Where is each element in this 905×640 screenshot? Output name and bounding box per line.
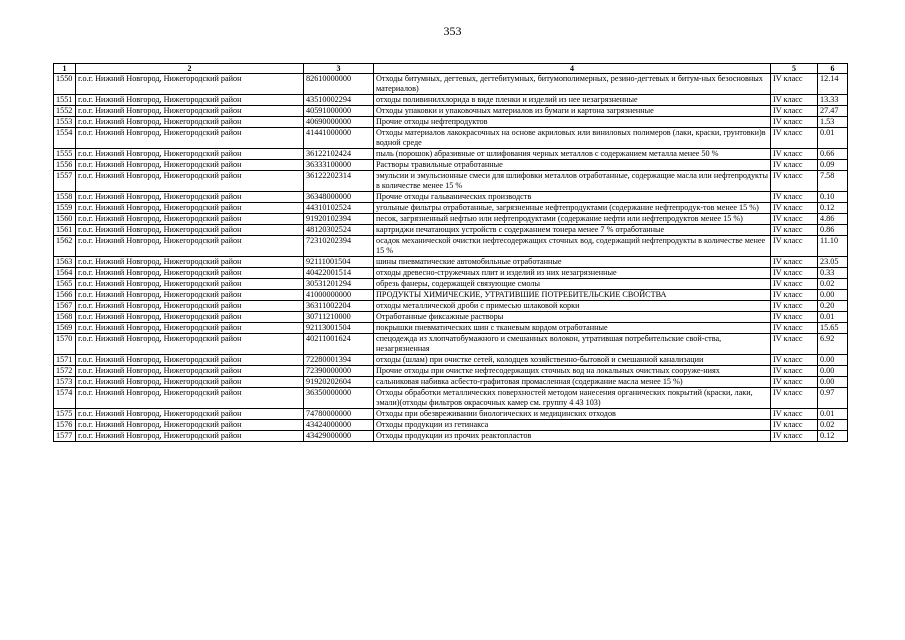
amount-cell: 0.00 [818, 377, 848, 388]
hazard-class-cell: IV класс [771, 128, 818, 149]
location-cell: г.о.г. Нижний Новгород, Нижегородский район [76, 225, 304, 236]
amount-cell: 0.12 [818, 203, 848, 214]
table-row [54, 257, 848, 268]
row-number-cell: 1563 [54, 257, 76, 268]
hazard-class-cell: IV класс [771, 268, 818, 279]
waste-code-cell: 36348000000 [304, 192, 374, 203]
table-row [54, 171, 848, 192]
hazard-class-cell: IV класс [771, 106, 818, 117]
location-cell: г.о.г. Нижний Новгород, Нижегородский район [76, 214, 304, 225]
waste-registry-table [53, 63, 848, 442]
row-number-cell: 1550 [54, 74, 76, 95]
waste-description-cell: Отходы при обезвреживании биологических и медицинских отходов [374, 409, 771, 420]
row-number-cell: 1566 [54, 290, 76, 301]
table-row [54, 279, 848, 290]
hazard-class-cell: IV класс [771, 74, 818, 95]
amount-cell: 15.65 [818, 323, 848, 334]
location-cell: г.о.г. Нижний Новгород, Нижегородский район [76, 431, 304, 442]
table-row [54, 323, 848, 334]
hazard-class-cell: IV класс [771, 203, 818, 214]
amount-cell: 0.01 [818, 128, 848, 149]
row-number-cell: 1552 [54, 106, 76, 117]
table-row [54, 95, 848, 106]
waste-description-cell: отходы древесно-стружечных плит и изделий из них незагрязненные [374, 268, 771, 279]
hazard-class-cell: IV класс [771, 149, 818, 160]
column-header: 6 [818, 64, 848, 74]
waste-description-cell: покрышки пневматических шин с тканевым кордом отработанные [374, 323, 771, 334]
table-row [54, 192, 848, 203]
table-row [54, 388, 848, 409]
location-cell: г.о.г. Нижний Новгород, Нижегородский район [76, 95, 304, 106]
waste-code-cell: 41000000000 [304, 290, 374, 301]
amount-cell: 23.05 [818, 257, 848, 268]
row-number-cell: 1562 [54, 236, 76, 257]
table-row [54, 290, 848, 301]
waste-code-cell: 30531201294 [304, 279, 374, 290]
waste-description-cell: осадок механической очистки нефтесодержащих сточных вод, содержащий нефтепродукты в количестве менее 15 % [374, 236, 771, 257]
waste-code-cell: 40422001514 [304, 268, 374, 279]
location-cell: г.о.г. Нижний Новгород, Нижегородский район [76, 420, 304, 431]
hazard-class-cell: IV класс [771, 366, 818, 377]
waste-code-cell: 36333100000 [304, 160, 374, 171]
hazard-class-cell: IV класс [771, 431, 818, 442]
amount-cell: 13.33 [818, 95, 848, 106]
waste-code-cell: 44310102524 [304, 203, 374, 214]
table-body [54, 74, 848, 442]
amount-cell: 0.86 [818, 225, 848, 236]
amount-cell: 0.09 [818, 160, 848, 171]
hazard-class-cell: IV класс [771, 236, 818, 257]
waste-code-cell: 40591000000 [304, 106, 374, 117]
waste-description-cell: Отработанные фиксажные растворы [374, 312, 771, 323]
row-number-cell: 1555 [54, 149, 76, 160]
waste-description-cell: отходы металлической дроби с примесью шлаковой корки [374, 301, 771, 312]
amount-cell: 0.02 [818, 420, 848, 431]
row-number-cell: 1570 [54, 334, 76, 355]
row-number-cell: 1568 [54, 312, 76, 323]
waste-code-cell: 43510002294 [304, 95, 374, 106]
location-cell: г.о.г. Нижний Новгород, Нижегородский район [76, 106, 304, 117]
location-cell: г.о.г. Нижний Новгород, Нижегородский район [76, 323, 304, 334]
waste-description-cell: песок, загрязненный нефтью или нефтепродуктами (содержание нефти или нефтепродуктов менее 15 %) [374, 214, 771, 225]
waste-code-cell: 30711210000 [304, 312, 374, 323]
waste-code-cell: 36122202314 [304, 171, 374, 192]
header-row [54, 64, 848, 74]
table-row [54, 203, 848, 214]
row-number-cell: 1572 [54, 366, 76, 377]
table-row [54, 377, 848, 388]
table-row [54, 225, 848, 236]
hazard-class-cell: IV класс [771, 257, 818, 268]
table-row [54, 128, 848, 149]
amount-cell: 0.01 [818, 409, 848, 420]
waste-code-cell: 74780000000 [304, 409, 374, 420]
column-header: 2 [76, 64, 304, 74]
hazard-class-cell: IV класс [771, 420, 818, 431]
location-cell: г.о.г. Нижний Новгород, Нижегородский район [76, 268, 304, 279]
waste-code-cell: 92111001504 [304, 257, 374, 268]
location-cell: г.о.г. Нижний Новгород, Нижегородский район [76, 366, 304, 377]
row-number-cell: 1573 [54, 377, 76, 388]
location-cell: г.о.г. Нижний Новгород, Нижегородский район [76, 301, 304, 312]
waste-code-cell: 43429000000 [304, 431, 374, 442]
hazard-class-cell: IV класс [771, 279, 818, 290]
hazard-class-cell: IV класс [771, 312, 818, 323]
hazard-class-cell: IV класс [771, 323, 818, 334]
row-number-cell: 1551 [54, 95, 76, 106]
location-cell: г.о.г. Нижний Новгород, Нижегородский район [76, 388, 304, 409]
row-number-cell: 1571 [54, 355, 76, 366]
location-cell: г.о.г. Нижний Новгород, Нижегородский район [76, 377, 304, 388]
amount-cell: 0.12 [818, 431, 848, 442]
amount-cell: 27.47 [818, 106, 848, 117]
row-number-cell: 1560 [54, 214, 76, 225]
hazard-class-cell: IV класс [771, 225, 818, 236]
waste-description-cell: Отходы обработки металлических поверхностей методом нанесения органических покрытий (краски, лаки, эмали)(отходы фильтров окрасочных камер см. группу 4 43 103) [374, 388, 771, 409]
waste-description-cell: шины пневматические автомобильные отработанные [374, 257, 771, 268]
waste-description-cell: Отходы продукции из гетинакса [374, 420, 771, 431]
location-cell: г.о.г. Нижний Новгород, Нижегородский район [76, 128, 304, 149]
table-row [54, 117, 848, 128]
row-number-cell: 1574 [54, 388, 76, 409]
location-cell: г.о.г. Нижний Новгород, Нижегородский район [76, 279, 304, 290]
waste-code-cell: 92113001504 [304, 323, 374, 334]
table-row [54, 214, 848, 225]
row-number-cell: 1561 [54, 225, 76, 236]
hazard-class-cell: IV класс [771, 117, 818, 128]
table-row [54, 334, 848, 355]
row-number-cell: 1559 [54, 203, 76, 214]
amount-cell: 0.66 [818, 149, 848, 160]
table-row [54, 74, 848, 95]
row-number-cell: 1556 [54, 160, 76, 171]
column-header: 5 [771, 64, 818, 74]
waste-description-cell: ПРОДУКТЫ ХИМИЧЕСКИЕ, УТРАТИВШИЕ ПОТРЕБИТЕЛЬСКИЕ СВОЙСТВА [374, 290, 771, 301]
column-header: 4 [374, 64, 771, 74]
table-row [54, 160, 848, 171]
location-cell: г.о.г. Нижний Новгород, Нижегородский район [76, 355, 304, 366]
waste-code-cell: 41441000000 [304, 128, 374, 149]
amount-cell: 0.00 [818, 290, 848, 301]
waste-description-cell: Прочие отходы нефтепродуктов [374, 117, 771, 128]
waste-code-cell: 82610000000 [304, 74, 374, 95]
waste-description-cell: Прочие отходы гальванических производств [374, 192, 771, 203]
column-header: 1 [54, 64, 76, 74]
waste-description-cell: Отходы битумных, дегтевых, дегтебитумных, битумополимерных, резино-дегтевых и битум-ных безосновных материалов) [374, 74, 771, 95]
hazard-class-cell: IV класс [771, 95, 818, 106]
waste-description-cell: Растворы травильные отработанные [374, 160, 771, 171]
waste-code-cell: 36311002204 [304, 301, 374, 312]
row-number-cell: 1575 [54, 409, 76, 420]
amount-cell: 0.20 [818, 301, 848, 312]
amount-cell: 0.00 [818, 355, 848, 366]
hazard-class-cell: IV класс [771, 377, 818, 388]
table-row [54, 420, 848, 431]
location-cell: г.о.г. Нижний Новгород, Нижегородский район [76, 149, 304, 160]
waste-code-cell: 72310202394 [304, 236, 374, 257]
waste-code-cell: 40211001624 [304, 334, 374, 355]
row-number-cell: 1577 [54, 431, 76, 442]
waste-code-cell: 91920202604 [304, 377, 374, 388]
location-cell: г.о.г. Нижний Новгород, Нижегородский район [76, 117, 304, 128]
waste-description-cell: Отходы продукции из прочих реактопластов [374, 431, 771, 442]
location-cell: г.о.г. Нижний Новгород, Нижегородский район [76, 409, 304, 420]
location-cell: г.о.г. Нижний Новгород, Нижегородский район [76, 236, 304, 257]
table-row [54, 431, 848, 442]
hazard-class-cell: IV класс [771, 171, 818, 192]
waste-description-cell: Прочие отходы при очистке нефтесодержащих сточных вод на локальных очистных сооруже-ниях [374, 366, 771, 377]
waste-code-cell: 48120302524 [304, 225, 374, 236]
hazard-class-cell: IV класс [771, 409, 818, 420]
amount-cell: 0.10 [818, 192, 848, 203]
row-number-cell: 1557 [54, 171, 76, 192]
amount-cell: 11.10 [818, 236, 848, 257]
location-cell: г.о.г. Нижний Новгород, Нижегородский район [76, 312, 304, 323]
amount-cell: 0.97 [818, 388, 848, 409]
waste-description-cell: Отходы упаковки и упаковочных материалов из бумаги и картона загрязненные [374, 106, 771, 117]
column-header: 3 [304, 64, 374, 74]
waste-description-cell: эмульсии и эмульсионные смеси для шлифовки металлов отработанные, содержащие масла или нефтепродукты в количестве менее 15 % [374, 171, 771, 192]
row-number-cell: 1558 [54, 192, 76, 203]
amount-cell: 6.92 [818, 334, 848, 355]
amount-cell: 0.01 [818, 312, 848, 323]
location-cell: г.о.г. Нижний Новгород, Нижегородский район [76, 203, 304, 214]
location-cell: г.о.г. Нижний Новгород, Нижегородский район [76, 160, 304, 171]
table-row [54, 366, 848, 377]
page-number: 353 [443, 24, 462, 38]
row-number-cell: 1565 [54, 279, 76, 290]
amount-cell: 1.53 [818, 117, 848, 128]
table-row [54, 106, 848, 117]
waste-description-cell: угольные фильтры отработанные, загрязненные нефтепродуктами (содержание нефтепродук-тов менее 15 %) [374, 203, 771, 214]
amount-cell: 4.86 [818, 214, 848, 225]
row-number-cell: 1564 [54, 268, 76, 279]
location-cell: г.о.г. Нижний Новгород, Нижегородский район [76, 74, 304, 95]
table-row [54, 236, 848, 257]
location-cell: г.о.г. Нижний Новгород, Нижегородский район [76, 290, 304, 301]
amount-cell: 7.58 [818, 171, 848, 192]
hazard-class-cell: IV класс [771, 355, 818, 366]
hazard-class-cell: IV класс [771, 214, 818, 225]
row-number-cell: 1553 [54, 117, 76, 128]
location-cell: г.о.г. Нижний Новгород, Нижегородский район [76, 257, 304, 268]
waste-code-cell: 36350000000 [304, 388, 374, 409]
amount-cell: 0.00 [818, 366, 848, 377]
waste-description-cell: пыль (порошок) абразивные от шлифования черных металлов с содержанием металла менее 50 % [374, 149, 771, 160]
amount-cell: 0.33 [818, 268, 848, 279]
table-row [54, 355, 848, 366]
waste-description-cell: отходы (шлам) при очистке сетей, колодцев хозяйственно-бытовой и смешанной канализации [374, 355, 771, 366]
waste-description-cell: отходы поливинилхлорида в виде пленки и изделий из нее незагрязненные [374, 95, 771, 106]
row-number-cell: 1567 [54, 301, 76, 312]
hazard-class-cell: IV класс [771, 388, 818, 409]
table-row [54, 409, 848, 420]
hazard-class-cell: IV класс [771, 160, 818, 171]
waste-description-cell: спецодежда из хлопчатобумажного и смешанных волокон, утратившая потребительские свой-ства, незагрязненная [374, 334, 771, 355]
waste-code-cell: 72280001394 [304, 355, 374, 366]
location-cell: г.о.г. Нижний Новгород, Нижегородский район [76, 192, 304, 203]
location-cell: г.о.г. Нижний Новгород, Нижегородский район [76, 334, 304, 355]
row-number-cell: 1554 [54, 128, 76, 149]
row-number-cell: 1569 [54, 323, 76, 334]
waste-code-cell: 36122102424 [304, 149, 374, 160]
waste-code-cell: 91920102394 [304, 214, 374, 225]
hazard-class-cell: IV класс [771, 334, 818, 355]
waste-code-cell: 43424000000 [304, 420, 374, 431]
waste-description-cell: Отходы материалов лакокрасочных на основе акриловых или виниловых полимеров (лаки, краски, грунтовки)в водной среде [374, 128, 771, 149]
table-row [54, 268, 848, 279]
waste-description-cell: картриджи печатающих устройств с содержанием тонера менее 7 % отработанные [374, 225, 771, 236]
row-number-cell: 1576 [54, 420, 76, 431]
location-cell: г.о.г. Нижний Новгород, Нижегородский район [76, 171, 304, 192]
amount-cell: 0.02 [818, 279, 848, 290]
waste-description-cell: сальниковая набивка асбесто-графитовая промасленная (содержание масла менее 15 %) [374, 377, 771, 388]
hazard-class-cell: IV класс [771, 301, 818, 312]
waste-code-cell: 40690000000 [304, 117, 374, 128]
amount-cell: 12.14 [818, 74, 848, 95]
waste-code-cell: 72390000000 [304, 366, 374, 377]
table-row [54, 312, 848, 323]
table-row [54, 149, 848, 160]
hazard-class-cell: IV класс [771, 290, 818, 301]
waste-description-cell: обрезь фанеры, содержащей связующие смолы [374, 279, 771, 290]
hazard-class-cell: IV класс [771, 192, 818, 203]
table-row [54, 301, 848, 312]
